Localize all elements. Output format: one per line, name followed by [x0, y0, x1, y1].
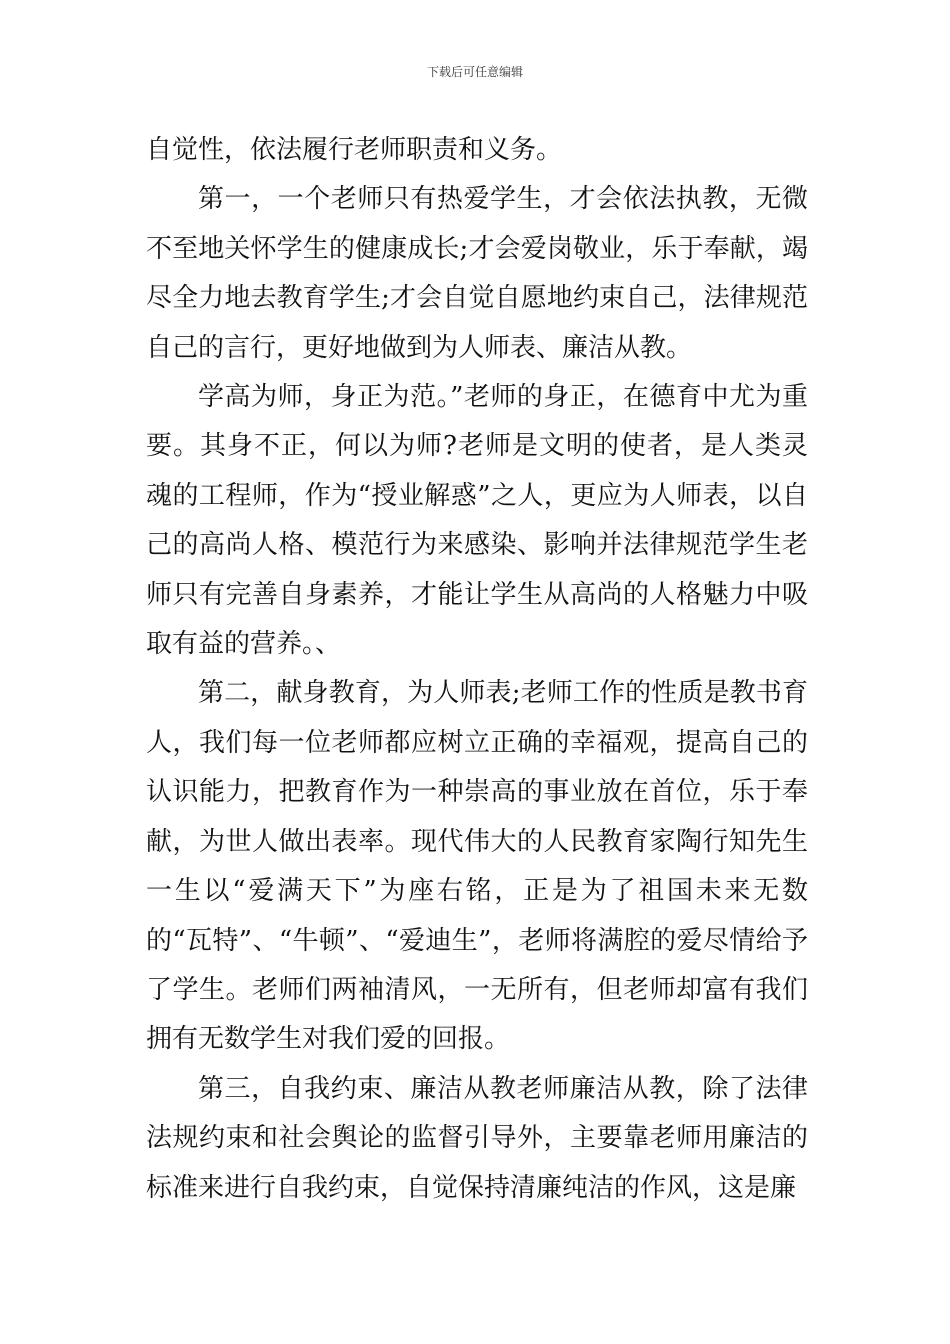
paragraph-3: 学高为师，身正为范。”老师的身正，在德育中尤为重要。其身不正，何以为师?老师是文明的使者，是人类灵魂的工程师，作为“授业解惑”之人，更应为人师表，以自己的高尚人格、模范行为来感染、影响并法律规范学生老师只有完善自身素养，才能让学生从高尚的人格魅力中吸取有益的营养。、: [146, 382, 808, 660]
paragraph-1: 自觉性，依法履行老师职责和义务。: [146, 135, 563, 165]
paragraph-4: 第二，献身教育，为人师表;老师工作的性质是教书育人，我们每一位老师都应树立正确的幸福观，提高自己的认识能力，把教育作为一种崇高的事业放在首位，乐于奉献，为世人做出表率。现代伟大的人民教育家陶行知先生一生以“爱满天下”为座右铭，正是为了祖国未来无数的“瓦特”、“牛顿”、“爱迪生”，老师将满腔的爱尽情给予了学生。老师们两袖清风，一无所有，但老师却富有我们拥有无数学生对我们爱的回报。: [146, 678, 808, 1055]
paragraph-2: 第一，一个老师只有热爱学生，才会依法执教，无微不至地关怀学生的健康成长;才会爱岗敬业，乐于奉献，竭尽全力地去教育学生;才会自觉自愿地约束自己，法律规范自己的言行，更好地做到为人师表、廉洁从教。: [146, 184, 808, 363]
paragraph-5: 第三，自我约束、廉洁从教老师廉洁从教，除了法律法规约束和社会舆论的监督引导外，主要靠老师用廉洁的标准来进行自我约束，自觉保持清廉纯洁的作风，这是廉: [146, 1073, 808, 1203]
page-header: 下载后可任意编辑: [426, 65, 523, 79]
document-body: [146, 126, 808, 1213]
